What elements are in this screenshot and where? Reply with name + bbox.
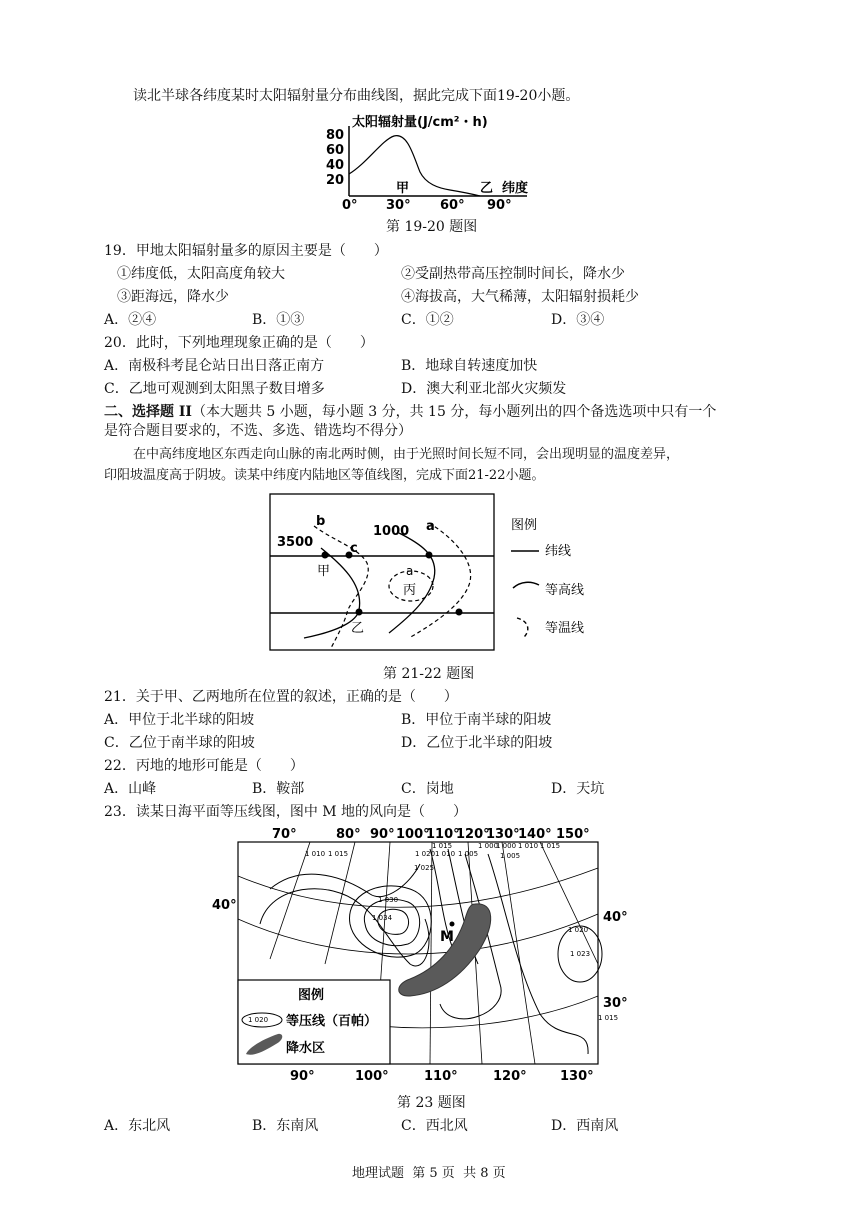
q19-option-d[interactable]: D．③④ xyxy=(551,312,605,328)
p-label-1025: 1 025 xyxy=(414,864,435,872)
page-footer: 地理试题 第 5 页 共 8 页 xyxy=(352,1166,506,1181)
q19-option-a[interactable]: A．②④ xyxy=(104,312,157,328)
xtick-60: 60° xyxy=(440,198,465,212)
lat-right-40: 40° xyxy=(603,910,628,925)
xlabel: 纬度 xyxy=(502,181,529,196)
intro-21-22-line1: 在中高纬度地区东西走向山脉的南北两时侧，由于光照时间长短不同，会出现明显的温度差异， xyxy=(133,447,680,462)
fig1-caption: 第 19-20 题图 xyxy=(386,219,478,235)
label-yi: 乙 xyxy=(351,621,365,636)
q23-option-c[interactable]: C．西北风 xyxy=(401,1118,468,1134)
p-label-1020a: 1 020 xyxy=(415,850,436,858)
meridian-90 xyxy=(325,842,355,964)
legend-contour: 等高线 xyxy=(545,583,585,598)
intro-19-20: 读北半球各纬度某时太阳辐射量分布曲线图，据此完成下面19-20小题。 xyxy=(133,88,580,104)
p-label-1015b: 1 015 xyxy=(432,842,453,850)
fig3-caption: 第 23 题图 xyxy=(397,1095,466,1111)
label-bing: 丙 xyxy=(403,583,417,598)
lon-top-80: 80° xyxy=(336,827,361,842)
lon-top-140: 140° xyxy=(518,827,552,842)
legend-isobar: 等压线（百帕） xyxy=(286,1014,378,1029)
section2-heading xyxy=(104,403,716,421)
point-south-a xyxy=(456,609,463,616)
chart-ylabel: 太阳辐射量(J/cm²・h) xyxy=(352,115,488,130)
q22-option-a[interactable]: A．山峰 xyxy=(104,781,157,797)
p-label-1015d: 1 015 xyxy=(598,1014,619,1022)
q20-option-b[interactable]: B．地球自转速度加快 xyxy=(401,358,538,374)
meridian-140 xyxy=(540,842,598,964)
lon-bottom-90: 90° xyxy=(290,1069,315,1084)
q19-item-3: ③距海远，降水少 xyxy=(117,289,229,305)
legend-title: 图例 xyxy=(298,988,325,1003)
point-m xyxy=(450,922,455,927)
label-a: a xyxy=(426,519,435,534)
p-label-1015c: 1 015 xyxy=(540,842,561,850)
q19-item-2: ②受副热带高压控制时间长，降水少 xyxy=(401,266,625,282)
fig2-caption: 第 21-22 题图 xyxy=(383,666,475,682)
intro-21-22-line2: 印阳坡温度高于阴坡。读某中纬度内陆地区等值线图，完成下面21-22小题。 xyxy=(104,468,545,483)
q19-item-1: ①纬度低，太阳高度角较大 xyxy=(117,266,285,282)
p-label-1005: 1 005 xyxy=(458,850,479,858)
lat-left-40: 40° xyxy=(212,898,237,913)
q21-option-b[interactable]: B．甲位于南半球的阳坡 xyxy=(401,712,552,728)
lon-bottom-130: 130° xyxy=(560,1069,594,1084)
xtick-30: 30° xyxy=(386,198,411,212)
legend-isobar-sample-label: 1 020 xyxy=(248,1016,269,1024)
lon-top-100: 100° xyxy=(396,827,430,842)
legend-isotherm-sample xyxy=(517,618,528,638)
q22-option-c[interactable]: C．岗地 xyxy=(401,781,454,797)
label-1000: 1000 xyxy=(373,524,410,539)
p-label-1005b: 1 005 xyxy=(500,852,521,860)
isotherm-a xyxy=(409,523,471,638)
ytick-80: 80 xyxy=(326,128,345,143)
legend-title: 图例 xyxy=(511,518,538,533)
lon-top-130: 130° xyxy=(486,827,520,842)
q21-option-d[interactable]: D．乙位于北半球的阳坡 xyxy=(401,735,553,751)
q20-option-c[interactable]: C．乙地可观测到太阳黑子数目增多 xyxy=(104,381,325,397)
lat-line-40 xyxy=(238,914,598,954)
legend-isotherm: 等温线 xyxy=(545,621,585,636)
legend-lat: 纬线 xyxy=(545,544,572,559)
section2-desc2: 是符合题目要求的，不选、多选、错选均不得分） xyxy=(104,423,412,439)
isobar-map xyxy=(210,824,630,1086)
xtick-90: 90° xyxy=(487,198,512,212)
p-label-1030: 1 030 xyxy=(378,896,399,904)
label-yi: 乙 xyxy=(480,181,494,196)
legend-rain: 降水区 xyxy=(286,1041,326,1056)
lon-bottom-110: 110° xyxy=(424,1069,458,1084)
p-label-1010: 1 010 xyxy=(305,850,326,858)
q22-option-d[interactable]: D．天坑 xyxy=(551,781,605,797)
q20-stem: 20．此时，下列地理现象正确的是（ ） xyxy=(104,335,374,351)
q23-stem: 23．读某日海平面等压线图，图中 M 地的风向是（ ） xyxy=(104,804,468,820)
q23-option-b[interactable]: B．东南风 xyxy=(252,1118,319,1134)
p-label-1010b: 1 010 xyxy=(435,850,456,858)
lon-top-110: 110° xyxy=(426,827,460,842)
p-label-1000a: 1 000 xyxy=(478,842,499,850)
q21-option-c[interactable]: C．乙位于南半球的阳坡 xyxy=(104,735,255,751)
q20-option-a[interactable]: A．南极科考昆仑站日出日落正南方 xyxy=(104,358,325,374)
p-label-1020b: 1 020 xyxy=(568,926,589,934)
ytick-40: 40 xyxy=(326,158,345,173)
map-frame xyxy=(270,494,494,650)
meridian-130 xyxy=(502,842,535,1064)
q19-item-4: ④海拔高，大气稀薄，太阳辐射损耗少 xyxy=(401,289,639,305)
lon-bottom-120: 120° xyxy=(493,1069,527,1084)
point-1000 xyxy=(426,552,433,559)
lon-top-120: 120° xyxy=(456,827,490,842)
section2-title: 二、选择题 II xyxy=(104,404,192,420)
lon-top-90: 90° xyxy=(370,827,395,842)
p-label-1023: 1 023 xyxy=(570,950,591,958)
q21-option-a[interactable]: A．甲位于北半球的阳坡 xyxy=(104,712,255,728)
q19-stem: 19．甲地太阳辐射量多的原因主要是（ ） xyxy=(104,243,388,259)
label-b: b xyxy=(316,514,326,529)
point-jia xyxy=(322,552,329,559)
q19-option-b[interactable]: B．①③ xyxy=(252,312,305,328)
q22-option-b[interactable]: B．鞍部 xyxy=(252,781,305,797)
label-jia: 甲 xyxy=(396,181,410,196)
lon-top-150: 150° xyxy=(556,827,590,842)
label-jia: 甲 xyxy=(317,564,331,579)
label-a-inner: a xyxy=(406,564,414,578)
q21-stem: 21．关于甲、乙两地所在位置的叙述，正确的是（ ） xyxy=(104,689,458,705)
q20-option-d[interactable]: D．澳大利亚北部火灾频发 xyxy=(401,381,567,397)
contour-diagram xyxy=(269,493,601,655)
label-3500: 3500 xyxy=(277,535,314,550)
p-label-1010c: 1 010 xyxy=(518,842,539,850)
q22-stem: 22．丙地的地形可能是（ ） xyxy=(104,758,304,774)
label-c: c xyxy=(350,541,358,556)
section2-desc1: （本大题共 5 小题，每小题 3 分，共 15 分，每小题列出的四个备选选项中只有一个 xyxy=(191,404,717,420)
q23-option-a[interactable]: A．东北风 xyxy=(104,1118,171,1134)
q19-option-c[interactable]: C．①② xyxy=(401,312,454,328)
legend-contour-sample xyxy=(513,582,539,588)
ytick-60: 60 xyxy=(326,143,345,158)
ytick-20: 20 xyxy=(326,173,345,188)
p-label-1015: 1 015 xyxy=(328,850,349,858)
p-label-1034: 1 034 xyxy=(372,914,393,922)
xtick-0: 0° xyxy=(342,198,358,212)
lon-bottom-100: 100° xyxy=(355,1069,389,1084)
lat-right-30: 30° xyxy=(603,996,628,1011)
lon-top-70: 70° xyxy=(272,827,297,842)
meridian-110 xyxy=(430,842,432,1064)
radiation-curve xyxy=(349,136,480,196)
lat-line-50 xyxy=(238,868,598,907)
label-m: M xyxy=(440,929,454,945)
p-label-1000b: 1 000 xyxy=(496,842,517,850)
q23-option-d[interactable]: D．西南风 xyxy=(551,1118,619,1134)
radiation-chart xyxy=(322,108,552,212)
point-yi xyxy=(356,609,363,616)
